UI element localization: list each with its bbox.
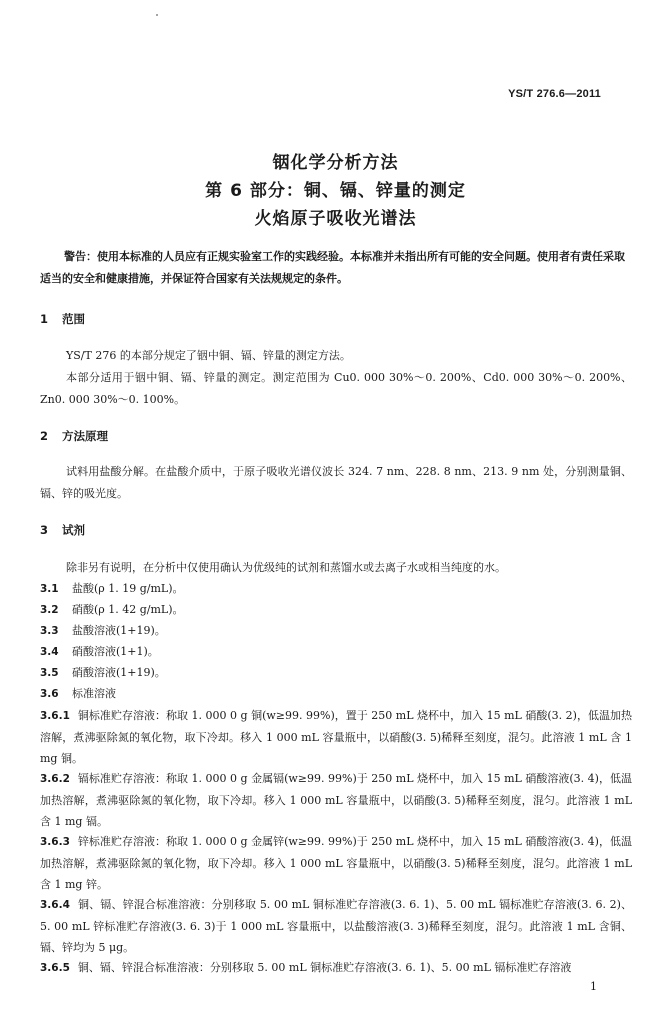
reagent-subitem-text: 铜、镉、锌混合标准溶液：分别移取 5. 00 mL 铜标准贮存溶液(3. 6. 1)、5. 00 mL 镉标准贮存溶液 xyxy=(77,961,572,974)
reagent-item-number: 3.2 xyxy=(40,604,59,616)
reagent-item-text: 盐酸(ρ 1. 19 g/mL)。 xyxy=(72,582,184,595)
reagent-subitem-number: 3.6.2 xyxy=(40,773,70,785)
scan-speck xyxy=(156,14,158,16)
title-line-2: 第 6 部分：铜、镉、锌量的测定 xyxy=(205,181,466,201)
reagent-subitem xyxy=(40,894,632,958)
section-1-title: 范围 xyxy=(62,312,85,326)
section-1-heading xyxy=(40,311,85,327)
section-3-number: 3 xyxy=(40,523,49,537)
page-number: 1 xyxy=(590,980,597,993)
title-line-1: 铟化学分析方法 xyxy=(272,153,399,173)
reagent-subitem-number: 3.6.4 xyxy=(40,899,70,911)
warning-paragraph: 警告：使用本标准的人员应有正规实验室工作的实践经验。本标准并未指出所有可能的安全问题。使用者有责任采取适当的安全和健康措施，并保证符合国家有关法规规定的条件。 xyxy=(40,250,625,285)
reagent-subitem xyxy=(40,831,632,895)
reagent-item-text: 标准溶液 xyxy=(72,687,116,700)
reagent-subitem-text: 铜标准贮存溶液：称取 1. 000 0 g 铜(w≥99. 99%)，置于 250 mL 烧杯中，加入 15 mL 硝酸(3. 2)，低温加热溶解，煮沸驱除氮的氧化物，取下冷却。移入 1 000 mL 容量瓶中，以硝酸(3. 5)稀释至刻度，混匀。此溶液 1 mL 含 1 mg 铜。 xyxy=(40,709,632,765)
reagent-item xyxy=(40,621,166,641)
reagent-item-text: 硝酸溶液(1+19)。 xyxy=(72,666,166,679)
reagent-subitem-number: 3.6.1 xyxy=(40,710,70,722)
reagent-item-number: 3.3 xyxy=(40,625,59,637)
reagent-subitem-text: 铜、镉、锌混合标准溶液：分别移取 5. 00 mL 铜标准贮存溶液(3. 6. 1)、5. 00 mL 镉标准贮存溶液(3. 6. 2)、5. 00 mL 锌标准贮存溶液(3. 6. 3)于 1 000 mL 容量瓶中，以盐酸溶液(3. 3)稀释至刻度，混匀。此溶液 1 mL 含铜、镉、锌均为 5 μg。 xyxy=(40,898,632,954)
reagent-subitem xyxy=(40,957,632,979)
section-1-number: 1 xyxy=(40,312,49,326)
section-1-paragraph-1: YS/T 276 的本部分规定了铟中铜、镉、锌量的测定方法。 xyxy=(66,349,351,362)
section-2-title: 方法原理 xyxy=(62,429,108,443)
reagent-item-text: 硝酸溶液(1+1)。 xyxy=(72,645,159,658)
section-1-paragraph-2: 本部分适用于铟中铜、镉、锌量的测定。测定范围为 Cu0. 000 30%～0. 200%、Cd0. 000 30%～0. 200%、Zn0. 000 30%～0. 100%。 xyxy=(40,371,632,406)
section-3-title: 试剂 xyxy=(62,523,85,537)
section-2-paragraph-1: 试料用盐酸分解。在盐酸介质中，于原子吸收光谱仪波长 324. 7 nm、228. 8 nm、213. 9 nm 处，分别测量铜、镉、锌的吸光度。 xyxy=(40,465,632,500)
title-line-3: 火焰原子吸收光谱法 xyxy=(254,209,417,229)
reagent-item-text: 盐酸溶液(1+19)。 xyxy=(72,624,166,637)
section-3-intro: 除非另有说明，在分析中仅使用确认为优级纯的试剂和蒸馏水或去离子水或相当纯度的水。 xyxy=(66,561,506,574)
reagent-item-number: 3.5 xyxy=(40,667,59,679)
reagent-item xyxy=(40,684,116,704)
standard-code: YS/T 276.6—2011 xyxy=(508,88,601,100)
reagent-item-number: 3.6 xyxy=(40,688,59,700)
reagent-subitem-text: 镉标准贮存溶液：称取 1. 000 0 g 金属镉(w≥99. 99%)于 250 mL 烧杯中，加入 15 mL 硝酸溶液(3. 4)，低温加热溶解，煮沸驱除氮的氧化物，取下冷却。移入 1 000 mL 容量瓶中，以硝酸(3. 5)稀释至刻度，混匀。此溶液 1 mL 含 1 mg 镉。 xyxy=(40,772,632,828)
reagent-item-text: 硝酸(ρ 1. 42 g/mL)。 xyxy=(72,603,184,616)
reagent-item xyxy=(40,600,184,620)
reagent-subitem xyxy=(40,768,632,832)
section-2-heading xyxy=(40,428,108,444)
reagent-item xyxy=(40,642,159,662)
reagent-item-number: 3.4 xyxy=(40,646,59,658)
reagent-subitem-number: 3.6.5 xyxy=(40,962,70,974)
reagent-subitem xyxy=(40,705,632,769)
reagent-item xyxy=(40,663,166,683)
reagent-item xyxy=(40,579,184,599)
section-3-heading xyxy=(40,522,85,538)
reagent-subitem-text: 锌标准贮存溶液：称取 1. 000 0 g 金属锌(w≥99. 99%)于 250 mL 烧杯中，加入 15 mL 硝酸溶液(3. 4)，低温加热溶解，煮沸驱除氮的氧化物，取下冷却。移入 1 000 mL 容量瓶中，以硝酸(3. 5)稀释至刻度，混匀。此溶液 1 mL 含 1 mg 锌。 xyxy=(40,835,632,891)
reagent-item-number: 3.1 xyxy=(40,583,59,595)
reagent-subitem-number: 3.6.3 xyxy=(40,836,70,848)
section-2-number: 2 xyxy=(40,429,49,443)
